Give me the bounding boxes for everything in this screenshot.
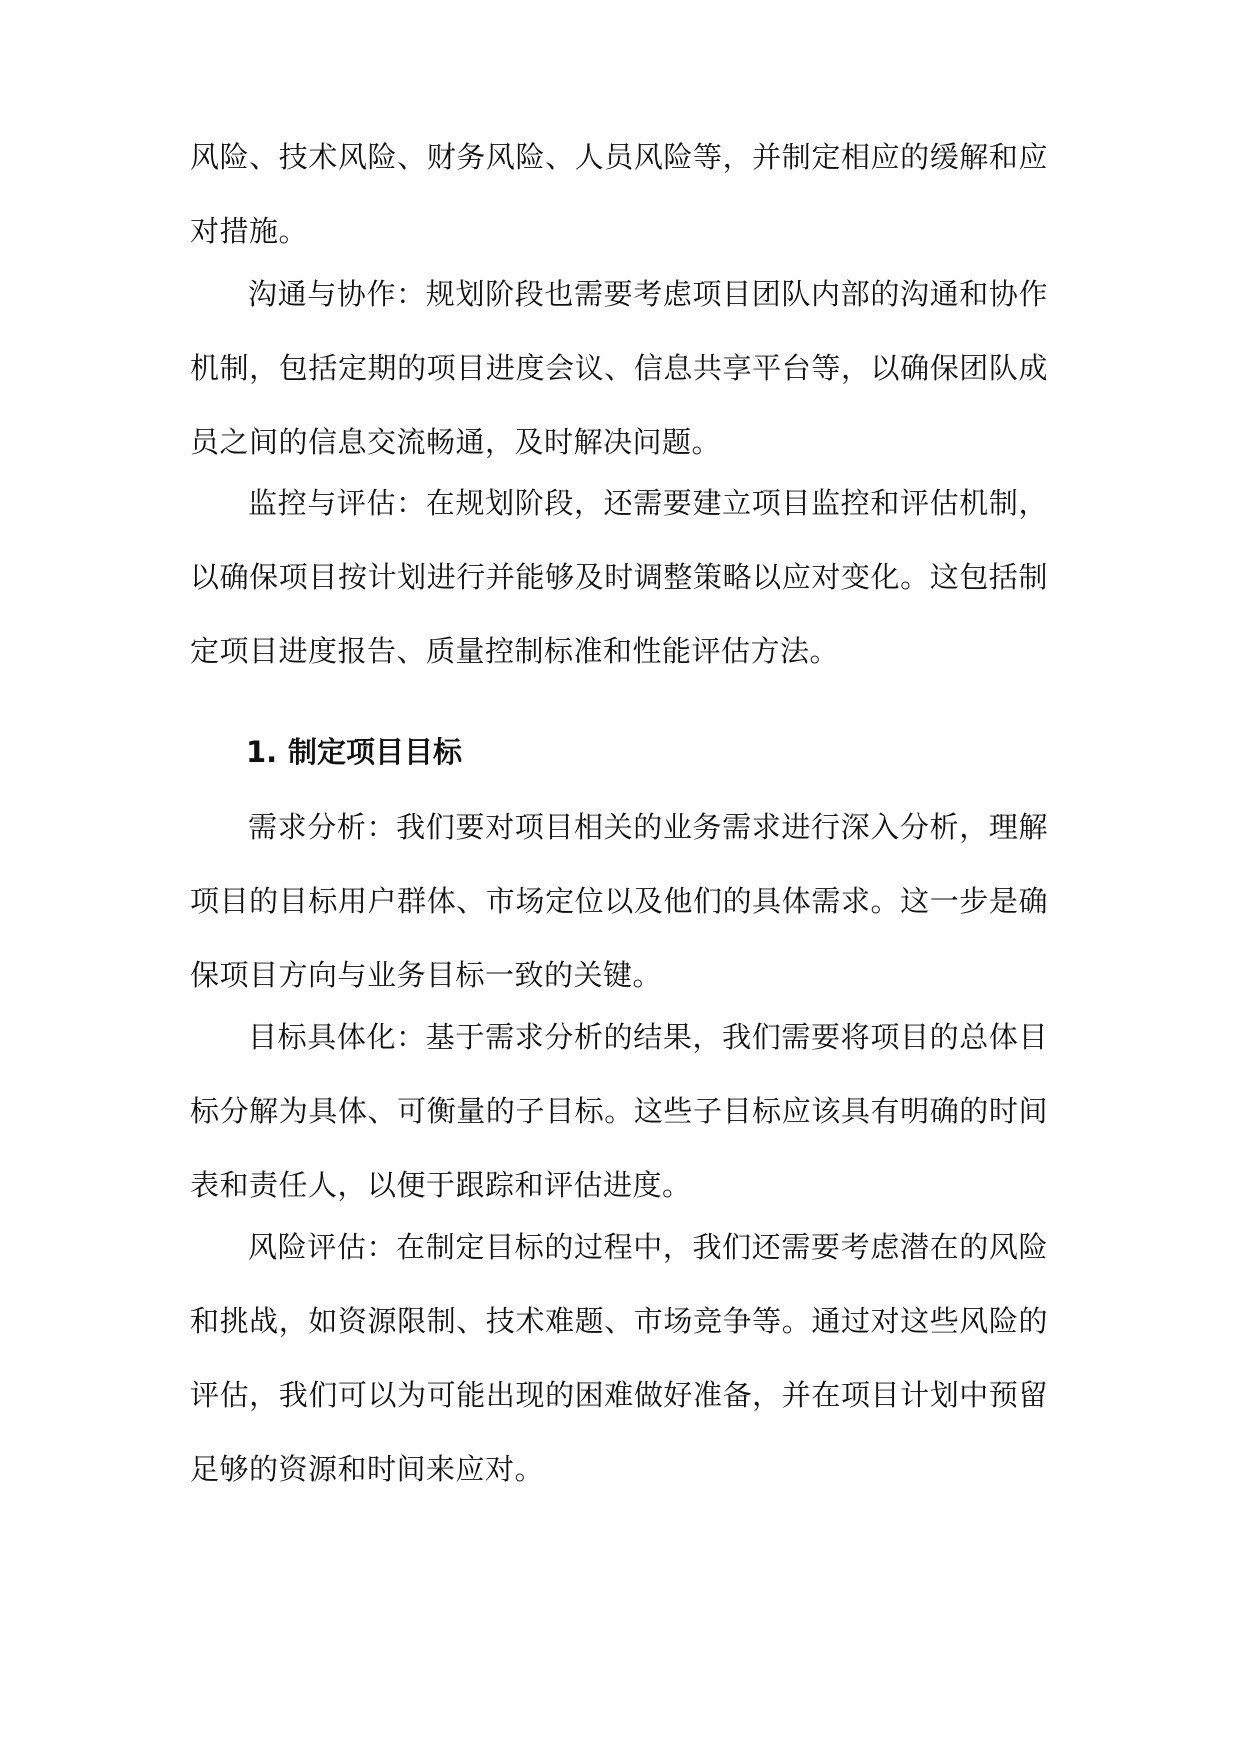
paragraph-goal-specification: 目标具体化：基于需求分析的结果，我们需要将项目的总体目标分解为具体、可衡量的子目标。这些子目标应该具有明确的时间表和责任人，以便于跟踪和评估进度。 bbox=[190, 1020, 1048, 1202]
section-heading bbox=[246, 715, 462, 789]
section-heading-number: 1. bbox=[246, 735, 278, 769]
paragraph-risk-assessment: 风险评估：在制定目标的过程中，我们还需要考虑潜在的风险和挑战，如资源限制、技术难题、市场竞争等。通过对这些风险的评估，我们可以为可能出现的困难做好准备，并在项目计划中预留足够的资源和时间来应对。 bbox=[190, 1230, 1048, 1486]
section-heading-title: 制定项目目标 bbox=[288, 735, 463, 769]
paragraph-requirement-analysis: 需求分析：我们要对项目相关的业务需求进行深入分析，理解项目的目标用户群体、市场定位以及他们的具体需求。这一步是确保项目方向与业务目标一致的关键。 bbox=[190, 810, 1048, 992]
paragraph-communication: 沟通与协作：规划阶段也需要考虑项目团队内部的沟通和协作机制，包括定期的项目进度会议、信息共享平台等，以确保团队成员之间的信息交流畅通，及时解决问题。 bbox=[190, 277, 1048, 459]
paragraph-risk-continuation: 风险、技术风险、财务风险、人员风险等，并制定相应的缓解和应对措施。 bbox=[190, 140, 1048, 248]
paragraph-monitoring: 监控与评估：在规划阶段，还需要建立项目监控和评估机制，以确保项目按计划进行并能够及时调整策略以应对变化。这包括制定项目进度报告、质量控制标准和性能评估方法。 bbox=[190, 486, 1048, 668]
